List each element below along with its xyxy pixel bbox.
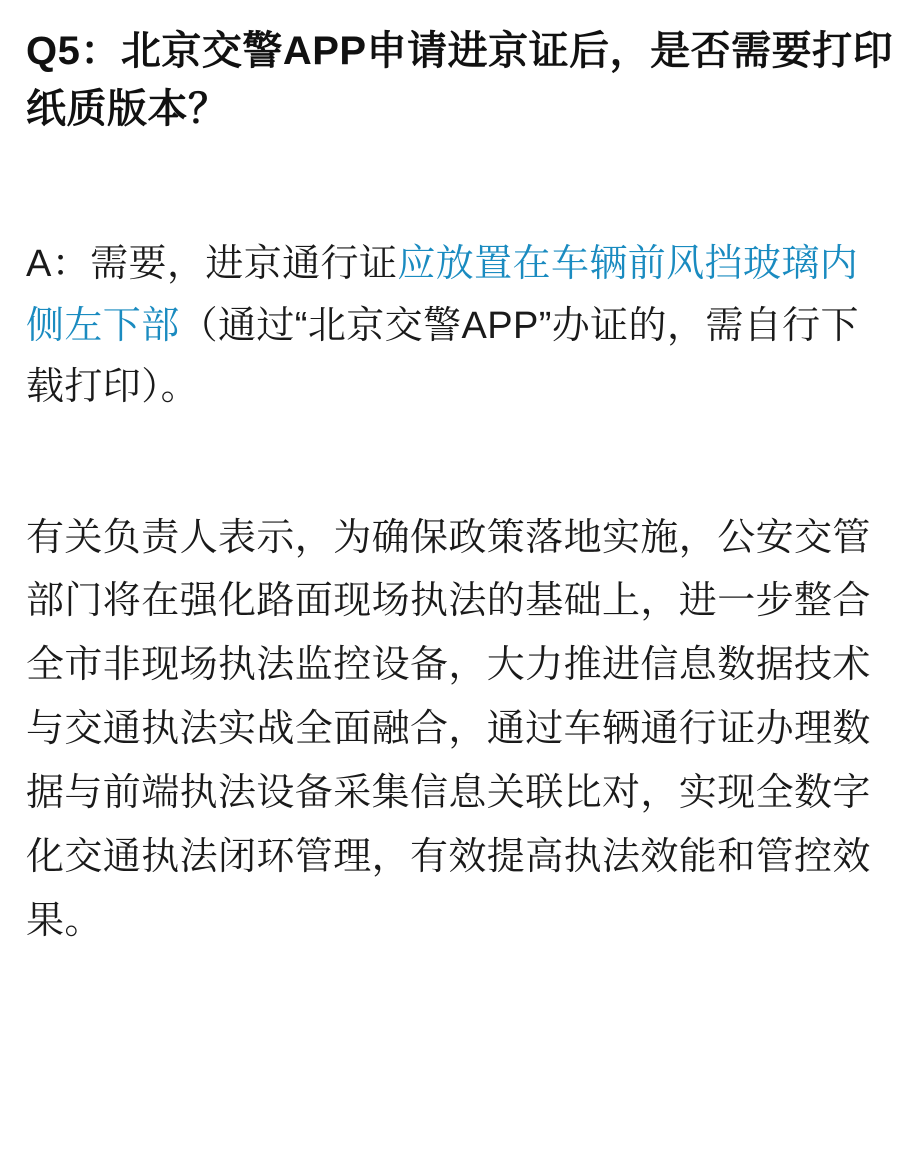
answer-highlight-text: 应放置在车辆前风挡玻璃内侧左下部 xyxy=(26,243,859,347)
question-heading: Q5：北京交警APP申请进京证后，是否需要打印纸质版本？ xyxy=(26,29,894,131)
answer-prefix-text: A：需要，进京通行证 xyxy=(26,243,398,285)
body-paragraph: 有关负责人表示，为确保政策落地实施，公安交管部门将在强化路面现场执法的基础上，进一步整合全市非现场执法监控设备，大力推进信息数据技术与交通执法实战全面融合，通过车辆通行证办理数据与前端执法设备采集信息关联比对，实现全数字化交通执法闭环管理，有效提高执法效能和管控效果。 xyxy=(26,516,871,942)
answer-paragraph xyxy=(26,234,895,419)
answer-suffix-text: （通过“北京交警APP”办证的，需自行下载打印）。 xyxy=(26,304,859,409)
heading-spacer xyxy=(26,138,895,234)
answer-spacer xyxy=(26,419,895,507)
